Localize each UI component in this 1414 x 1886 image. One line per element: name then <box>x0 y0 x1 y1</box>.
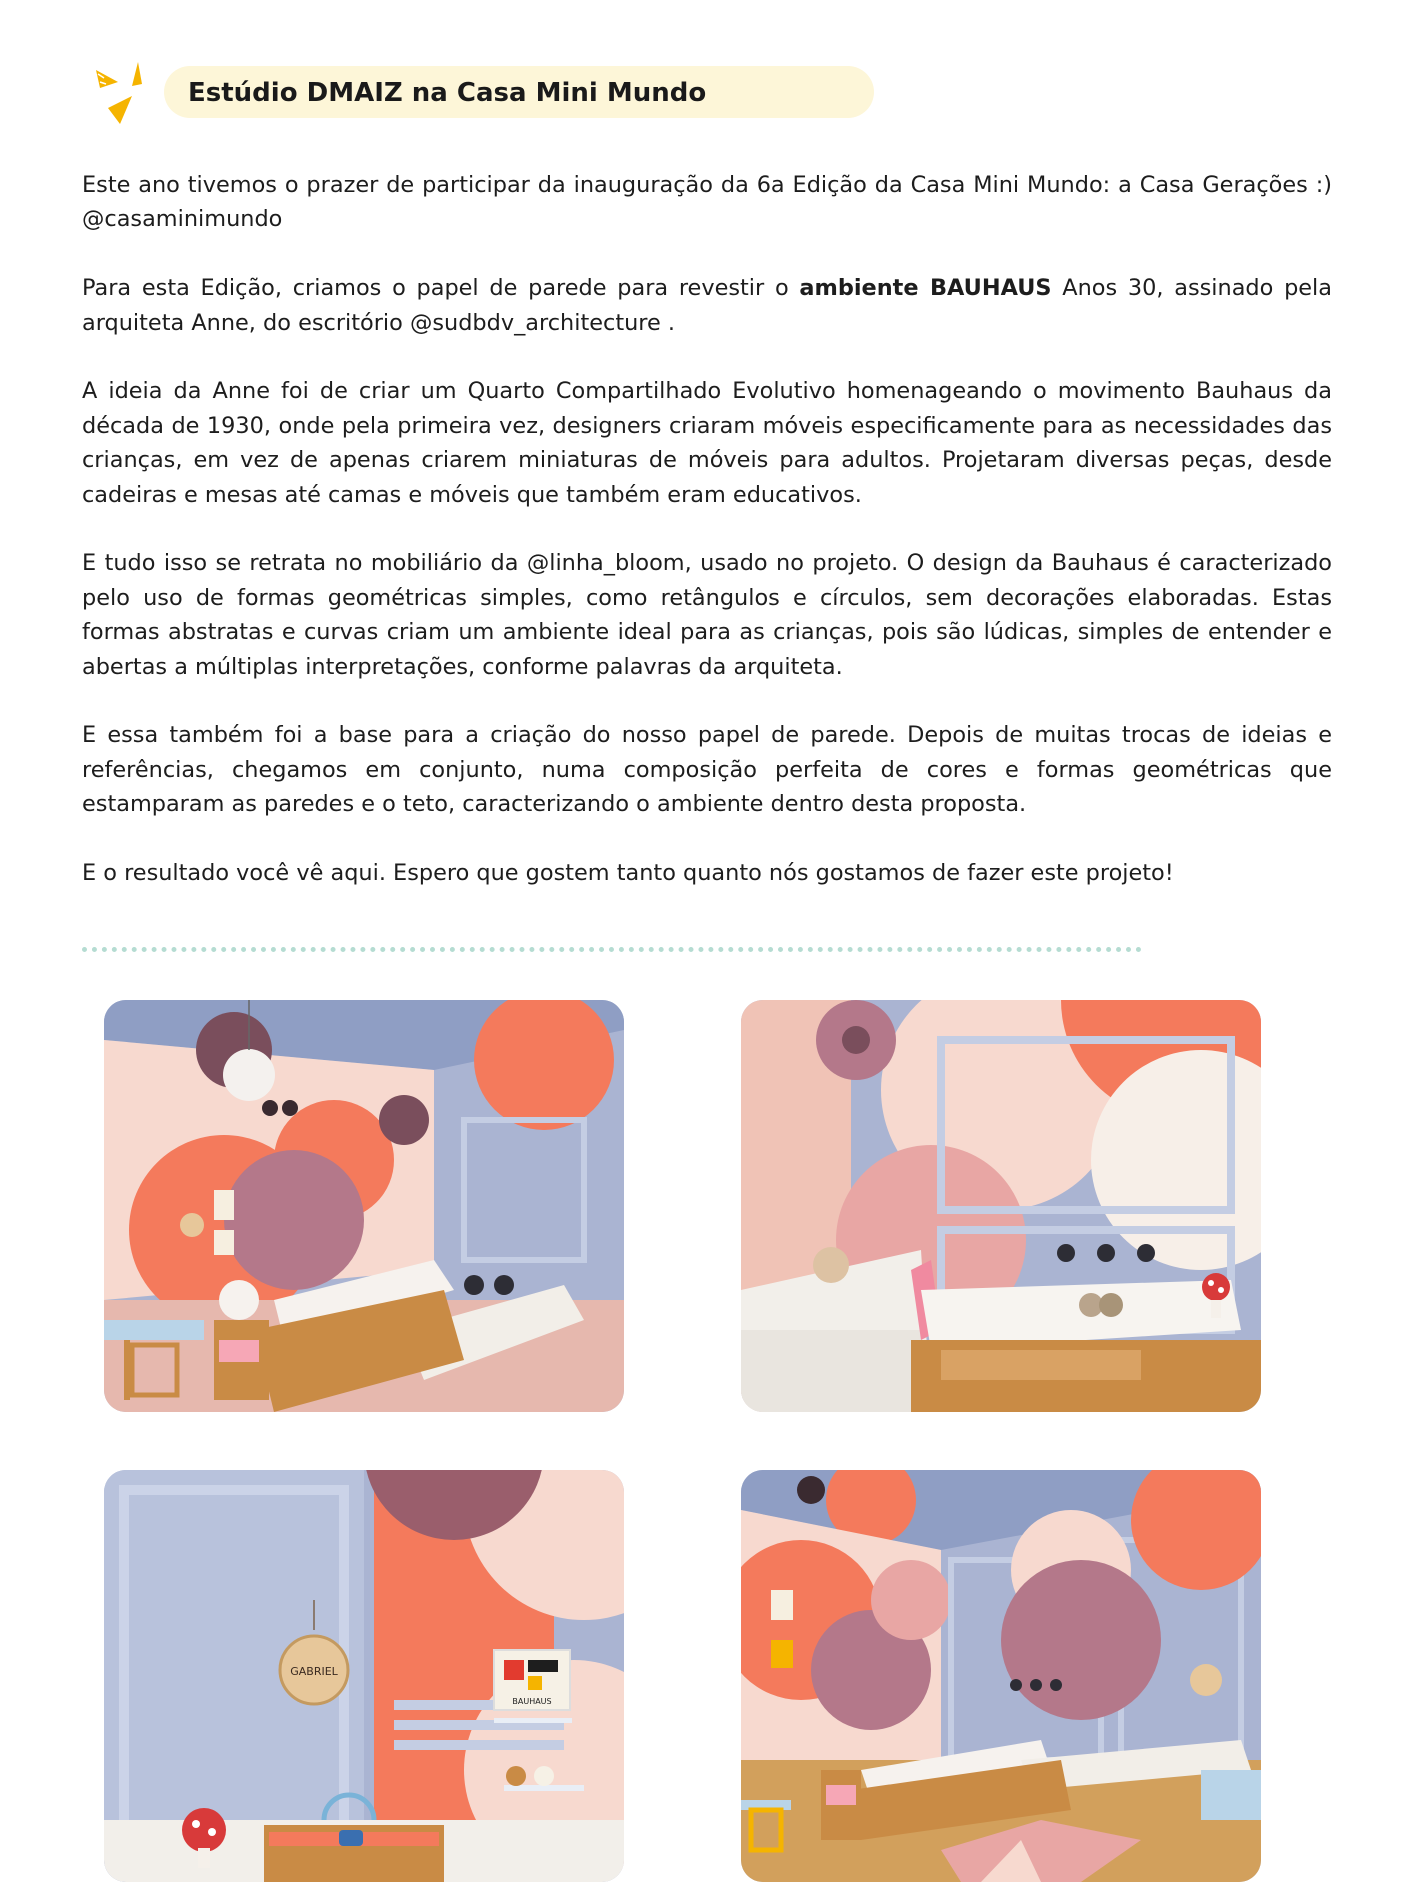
room-photo-1 <box>104 1000 624 1412</box>
article-body <box>82 168 1332 890</box>
bold-ambiente-bauhaus: ambiente BAUHAUS <box>799 275 1052 302</box>
room-photo-2 <box>741 1000 1261 1412</box>
paragraph-design: E tudo isso se retrata no mobiliário da @linha_bloom, usado no projeto. O design da Bauhaus é caracterizado pelo uso de formas geométricas simples, como retângulos e círculos, sem decorações elaboradas. Estas formas abstratas e curvas criam um ambiente ideal para as crianças, pois são lúdicas, simples de entender e abertas a múltiplas interpretações, conforme palavras da arquiteta. <box>82 550 1332 680</box>
sign-name-text: GABRIEL <box>290 1665 338 1678</box>
sparkle-icon <box>92 62 146 126</box>
paragraph-base: E essa também foi a base para a criação do nosso papel de parede. Depois de muitas trocas de ideias e referências, chegamos em conjunto, numa composição perfeita de cores e formas geométricas que estamparam as paredes e o teto, caracterizando o ambiente dentro desta proposta. <box>82 722 1332 818</box>
paragraph-intro: Este ano tivemos o prazer de participar da inauguração da 6a Edição da Casa Mini Mundo: a Casa Gerações :) @casaminimundo <box>82 172 1332 233</box>
paragraph-wallpaper <box>82 271 1332 340</box>
paragraph-wallpaper-start: Para esta Edição, criamos o papel de parede para revestir o <box>82 275 800 302</box>
room-photo-3 <box>104 1470 624 1882</box>
title-pill <box>164 66 874 118</box>
dotted-divider <box>82 947 1142 952</box>
poster-text: BAUHAUS <box>512 1697 552 1706</box>
paragraph-result: E o resultado você vê aqui. Espero que gostem tanto quanto nós gostamos de fazer este projeto! <box>82 860 1174 887</box>
paragraph-idea: A ideia da Anne foi de criar um Quarto Compartilhado Evolutivo homenageando o movimento Bauhaus da década de 1930, onde pela primeira vez, designers criaram móveis especificamente para as necessidades das crianças, em vez de apenas criarem miniaturas de móveis para adultos. Projetaram diversas peças, desde cadeiras e mesas até camas e móveis que também eram educativos. <box>82 378 1332 508</box>
room-photo-4 <box>741 1470 1261 1882</box>
paragraph-wallpaper-end: Anos 30, assinado pela arquiteta Anne, do escritório @sudbdv_architecture . <box>82 275 1333 336</box>
page-title: Estúdio DMAIZ na Casa Mini Mundo <box>188 78 707 108</box>
